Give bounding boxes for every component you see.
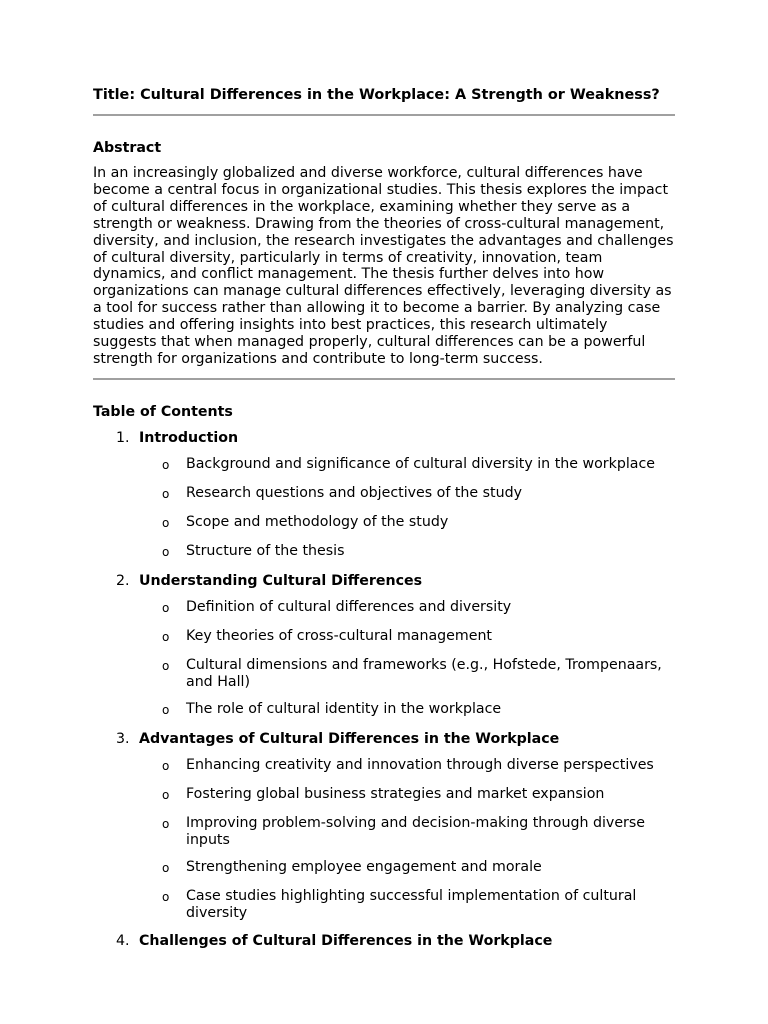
toc-subsection-list (93, 757, 675, 922)
bullet-icon: o (162, 816, 170, 831)
toc-subsection-item (93, 543, 675, 562)
toc-subsection-text: Definition of cultural differences and diversity (186, 598, 512, 615)
toc-heading: Table of Contents (93, 403, 233, 420)
toc-subsection-item (93, 657, 675, 691)
toc-subsection-item (93, 701, 675, 720)
toc-subsection-text: Enhancing creativity and innovation through diverse perspectives (186, 756, 654, 773)
toc-section (93, 932, 675, 950)
divider (93, 378, 675, 380)
toc-section-number: 4. (116, 932, 130, 949)
toc-subsection-item (93, 786, 675, 805)
toc-section-header (93, 730, 675, 748)
toc-subsection-item (93, 514, 675, 533)
bullet-icon: o (162, 486, 170, 501)
bullet-icon: o (162, 758, 170, 773)
toc-subsection-text: Structure of the thesis (186, 542, 345, 559)
bullet-icon: o (162, 544, 170, 559)
bullet-icon: o (162, 658, 170, 673)
toc-subsection-text: Strengthening employee engagement and morale (186, 858, 542, 875)
toc-section-title: Introduction (139, 429, 239, 446)
toc-subsection-item (93, 888, 675, 922)
bullet-icon: o (162, 702, 170, 717)
abstract-heading: Abstract (93, 140, 162, 156)
toc-subsection-list (93, 456, 675, 562)
toc-subsection-item (93, 757, 675, 776)
table-of-contents (93, 429, 675, 950)
toc-subsection-text: Cultural dimensions and frameworks (e.g., Hofstede, Trompenaars, and Hall) (186, 656, 662, 690)
toc-section (93, 429, 675, 562)
document-title: Title: Cultural Differences in the Workplace: A Strength or Weakness? (93, 87, 660, 103)
toc-section-header (93, 932, 675, 950)
toc-section-title: Understanding Cultural Differences (139, 572, 423, 589)
toc-subsection-item (93, 859, 675, 878)
toc-section-number: 1. (116, 429, 130, 446)
abstract-text: In an increasingly globalized and diverse workforce, cultural differences have become a central focus in organizational studies. This thesis explores the impact of cultural differences in the workplace, examining whether they serve as a strength or weakness. Drawing from the theories of cross-cultural management, diversity, and inclusion, the research investigates the advantages and challenges of cultural diversity, particularly in terms of creativity, innovation, team dynamics, and conflict management. The thesis further delves into how organizations can manage cultural differences effectively, leveraging diversity as a tool for success rather than allowing it to become a barrier. By analyzing case studies and offering insights into best practices, this research ultimately suggests that when managed properly, cultural differences can be a powerful strength for organizations and contribute to long-term success. (93, 165, 674, 367)
toc-section-header (93, 572, 675, 590)
toc-subsection-item (93, 599, 675, 618)
bullet-icon: o (162, 629, 170, 644)
toc-subsection-text: Background and significance of cultural diversity in the workplace (186, 455, 655, 472)
toc-section (93, 572, 675, 720)
toc-section-title: Challenges of Cultural Differences in the Workplace (139, 932, 553, 949)
toc-subsection-text: Improving problem-solving and decision-making through diverse inputs (186, 814, 646, 848)
toc-subsection-item (93, 485, 675, 504)
toc-subsection-item (93, 456, 675, 475)
divider (93, 114, 675, 116)
bullet-icon: o (162, 860, 170, 875)
toc-section (93, 730, 675, 922)
toc-subsection-text: Case studies highlighting successful implementation of cultural diversity (186, 887, 637, 921)
toc-section-header (93, 429, 675, 447)
toc-subsection-item (93, 815, 675, 849)
toc-section-number: 3. (116, 730, 130, 747)
toc-subsection-text: Research questions and objectives of the study (186, 484, 522, 501)
toc-subsection-text: Scope and methodology of the study (186, 513, 449, 530)
bullet-icon: o (162, 515, 170, 530)
bullet-icon: o (162, 787, 170, 802)
toc-subsection-item (93, 628, 675, 647)
toc-section-number: 2. (116, 572, 130, 589)
toc-subsection-text: Fostering global business strategies and market expansion (186, 785, 605, 802)
toc-section-title: Advantages of Cultural Differences in the Workplace (139, 730, 560, 747)
toc-subsection-list (93, 599, 675, 720)
toc-subsection-text: The role of cultural identity in the workplace (186, 700, 502, 717)
toc-subsection-text: Key theories of cross-cultural management (186, 627, 492, 644)
bullet-icon: o (162, 457, 170, 472)
bullet-icon: o (162, 889, 170, 904)
bullet-icon: o (162, 600, 170, 615)
